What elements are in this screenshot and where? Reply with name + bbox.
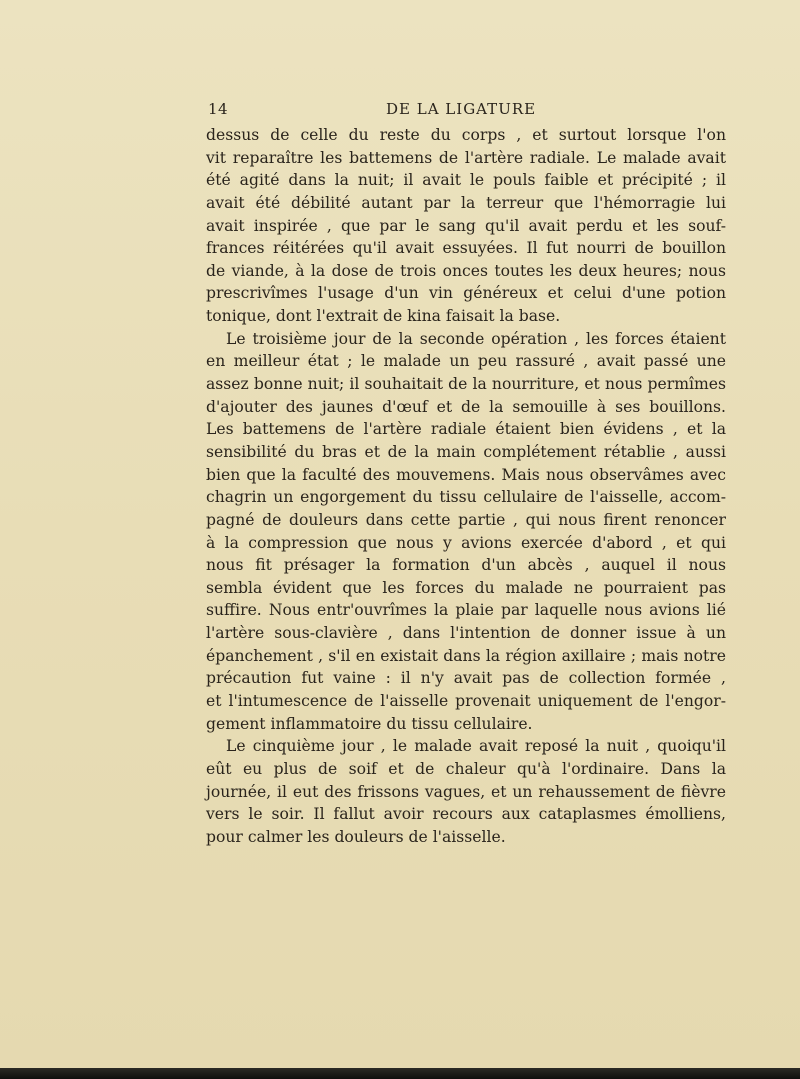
- text-line: assez bonne nuit; il souhaitait de la nourriture, et nous permîmes: [206, 375, 726, 394]
- text-line: de viande, à la dose de trois onces toutes les deux heures; nous: [206, 261, 726, 280]
- text-line: d'ajouter des jaunes d'œuf et de la semouille à ses bouillons.: [206, 397, 726, 416]
- text-line: bien que la faculté des mouvemens. Mais nous observâmes avec: [206, 465, 726, 484]
- text-line: journée, il eut des frissons vagues, et un rehaussement de fièvre: [206, 782, 726, 801]
- text-line: pagné de douleurs dans cette partie , qui nous firent renoncer: [206, 510, 726, 529]
- text-line: chagrin un engorgement du tissu cellulaire de l'aisselle, accom-: [206, 488, 726, 507]
- text-line: Le troisième jour de la seconde opération , les forces étaient: [226, 329, 726, 348]
- text-line: Le cinquième jour , le malade avait reposé la nuit , quoiqu'il: [226, 737, 726, 756]
- text-line: à la compression que nous y avions exercée d'abord , et qui: [206, 533, 726, 552]
- text-line: sembla évident que les forces du malade ne pourraient pas: [206, 578, 726, 597]
- text-line: précaution fut vaine : il n'y avait pas de collection formée ,: [206, 669, 726, 688]
- text-line: sensibilité du bras et de la main complétement rétablie , aussi: [206, 442, 726, 461]
- text-line: été agité dans la nuit; il avait le pouls faible et précipité ; il: [206, 171, 726, 190]
- text-line: vit reparaître les battemens de l'artère radiale. Le malade avait: [206, 148, 726, 167]
- text-line: suffire. Nous entr'ouvrîmes la plaie par laquelle nous avions lié: [206, 601, 726, 620]
- text-line: pour calmer les douleurs de l'aisselle.: [206, 827, 506, 846]
- page-number: 14: [208, 100, 229, 118]
- body-text: [206, 124, 726, 849]
- text-line: en meilleur état ; le malade un peu rassuré , avait passé une: [206, 352, 726, 371]
- text-line: et l'intumescence de l'aisselle provenait uniquement de l'engor-: [206, 692, 726, 711]
- page-edge-shadow: [0, 1068, 800, 1079]
- text-line: eût eu plus de soif et de chaleur qu'à l'ordinaire. Dans la: [206, 759, 726, 778]
- running-title: DE LA LIGATURE: [386, 100, 537, 118]
- text-line: gement inflammatoire du tissu cellulaire.: [206, 714, 533, 733]
- text-line: frances réitérées qu'il avait essuyées. Il fut nourri de bouillon: [206, 239, 726, 258]
- text-line: avait inspirée , que par le sang qu'il avait perdu et les souf-: [206, 216, 726, 235]
- text-line: vers le soir. Il fallut avoir recours aux cataplasmes émolliens,: [206, 805, 726, 824]
- text-line: Les battemens de l'artère radiale étaient bien évidens , et la: [206, 420, 726, 439]
- text-line: l'artère sous-clavière , dans l'intention de donner issue à un: [206, 624, 726, 643]
- text-line: dessus de celle du reste du corps , et surtout lorsque l'on: [206, 126, 726, 144]
- text-line: épanchement , s'il en existait dans la région axillaire ; mais notre: [206, 646, 726, 665]
- text-line: prescrivîmes l'usage d'un vin généreux et celui d'une potion: [206, 284, 726, 303]
- text-line: nous fit présager la formation d'un abcès , auquel il nous: [206, 556, 726, 575]
- page-header: [0, 100, 800, 122]
- text-line: tonique, dont l'extrait de kina faisait la base.: [206, 307, 561, 326]
- text-line: avait été débilité autant par la terreur que l'hémorragie lui: [206, 193, 726, 212]
